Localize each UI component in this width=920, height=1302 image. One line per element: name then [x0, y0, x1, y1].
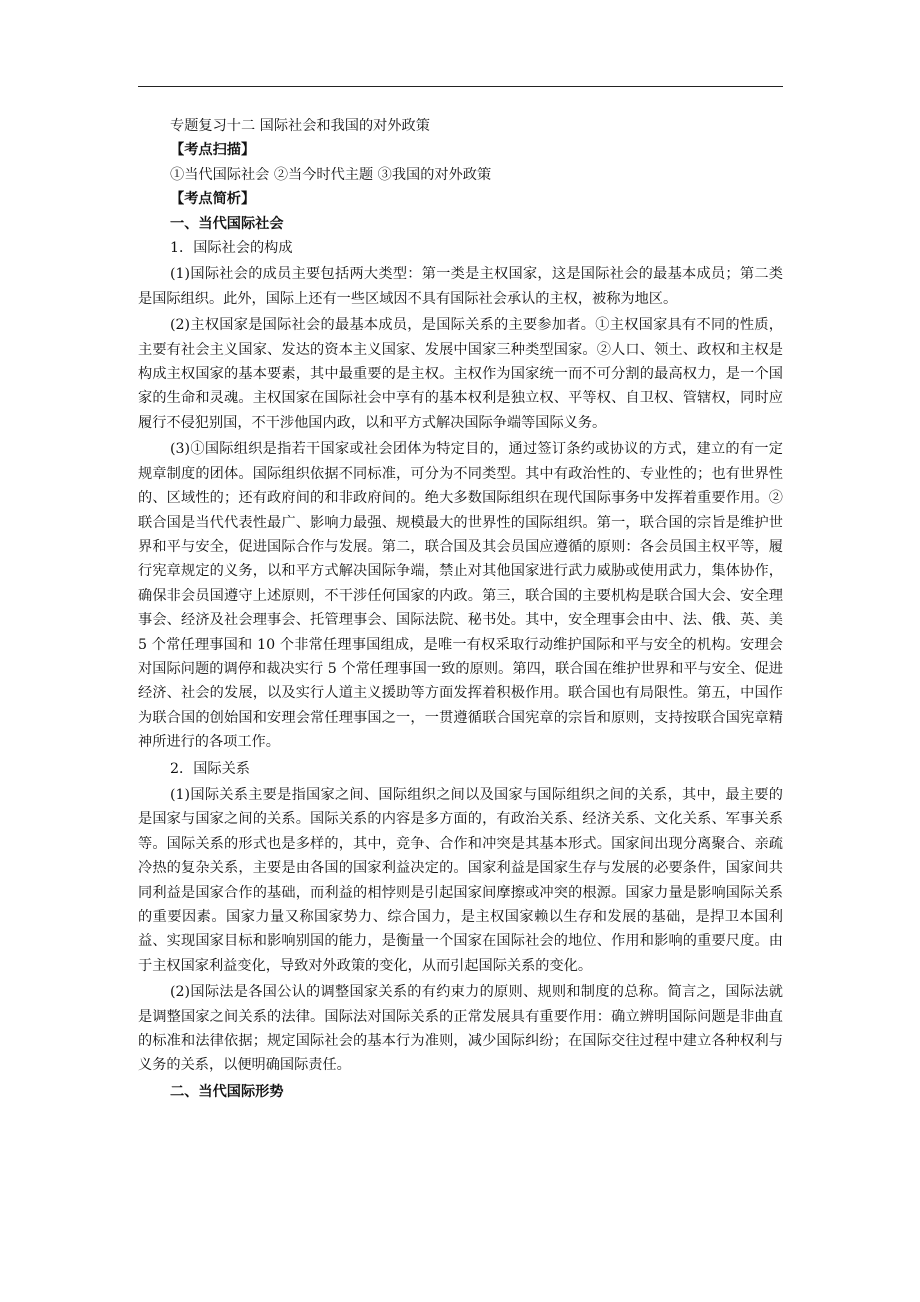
scan-heading: 【考点扫描】: [170, 142, 256, 159]
scan-items: ①当代国际社会 ②当今时代主题 ③我国的对外政策: [170, 166, 492, 183]
document-title: 专题复习十二 国际社会和我国的对外政策: [170, 118, 430, 134]
paragraph-sovereign-states: (2)主权国家是国际社会的最基本成员，是国际关系的主要参加者。①主权国家具有不同的性质，主要有社会主义国家、发达的资本主义国家、发展中国家三种类型国家。②人口、领土、政权和主权是构成主权国家的基本要素，其中最重要的是主权。主权作为国家统一而不可分割的最高权力，是一个国家的生命和灵魂。主权国家在国际社会中享有的基本权利是独立权、平等权、自卫权、管辖权，同时应履行不侵犯别国，不干涉他国内政，以和平方式解决国际争端等国际义务。: [138, 317, 783, 431]
paragraph-members: (1)国际社会的成员主要包括两大类型：第一类是主权国家，这是国际社会的最基本成员；第二类是国际组织。此外，国际上还有一些区域因不具有国际社会承认的主权，被称为地区。: [138, 266, 783, 307]
paragraph-international-law: (2)国际法是各国公认的调整国家关系的有约束力的原则、规则和制度的总称。简言之，国际法就是调整国家之间关系的法律。国际法对国际关系的正常发展具有重要作用：确立辨明国际问题是非曲直的标准和法律依据；规定国际社会的基本行为准则，减少国际纠纷；在国际交往过程中建立各种权利与义务的关系，以便明确国际责任。: [138, 984, 783, 1074]
section-heading-2: 二、当代国际形势: [170, 1083, 284, 1100]
document-body: [138, 114, 783, 1104]
subsection-heading-2: 2．国际关系: [170, 760, 250, 777]
analysis-heading: 【考点简析】: [170, 191, 256, 208]
paragraph-international-relations: (1)国际关系主要是指国家之间、国际组织之间以及国家与国际组织之间的关系，其中，最主要的是国家与国家之间的关系。国际关系的内容是多方面的，有政治关系、经济关系、文化关系、军事关系等。国际关系的形式也是多样的，其中，竞争、合作和冲突是其基本形式。国家间出现分离聚合、亲疏冷热的复杂关系，主要是由各国的国家利益决定的。国家利益是国家生存与发展的必要条件，国家间共同利益是国家合作的基础，而利益的相悖则是引起国家间摩擦或冲突的根源。国家力量是影响国际关系的重要因素。国家力量又称国家势力、综合国力，是主权国家赖以生存和发展的基础，是捍卫本国利益、实现国家目标和影响别国的能力，是衡量一个国家在国际社会的地位、作用和影响的重要尺度。由于主权国家利益变化，导致对外政策的变化，从而引起国际关系的变化。: [138, 786, 783, 974]
header-rule: [138, 86, 783, 87]
subsection-heading-1: 1．国际社会的构成: [170, 240, 293, 257]
section-heading-1: 一、当代国际社会: [170, 215, 284, 232]
paragraph-international-organizations: (3)①国际组织是指若干国家或社会团体为特定目的，通过签订条约或协议的方式，建立的有一定规章制度的团体。国际组织依据不同标准，可分为不同类型。其中有政治性的、专业性的；也有世界性的、区域性的；还有政府间的和非政府间的。绝大多数国际组织在现代国际事务中发挥着重要作用。②联合国是当代代表性最广、影响力最强、规模最大的世界性的国际组织。第一，联合国的宗旨是维护世界和平与安全，促进国际合作与发展。第二，联合国及其会员国应遵循的原则：各会员国主权平等，履行宪章规定的义务，以和平方式解决国际争端，禁止对其他国家进行武力威胁或使用武力，集体协作，确保非会员国遵守上述原则，不干涉任何国家的内政。第三，联合国的主要机构是联合国大会、安全理事会、经济及社会理事会、托管理事会、国际法院、秘书处。其中，安全理事会由中、法、俄、英、美 5 个常任理事国和 10 个非常任理事国组成，是唯一有权采取行动维护国际和平与安全的机构。安理会对国际问题的调停和裁决实行 5 个常任理事国一致的原则。第四，联合国在维护世界和平与安全、促进经济、社会的发展，以及实行人道主义援助等方面发挥着积极作用。联合国也有局限性。第五，中国作为联合国的创始国和安理会常任理事国之一，一贯遵循联合国宪章的宗旨和原则，支持按联合国宪章精神所进行的各项工作。: [138, 441, 783, 751]
